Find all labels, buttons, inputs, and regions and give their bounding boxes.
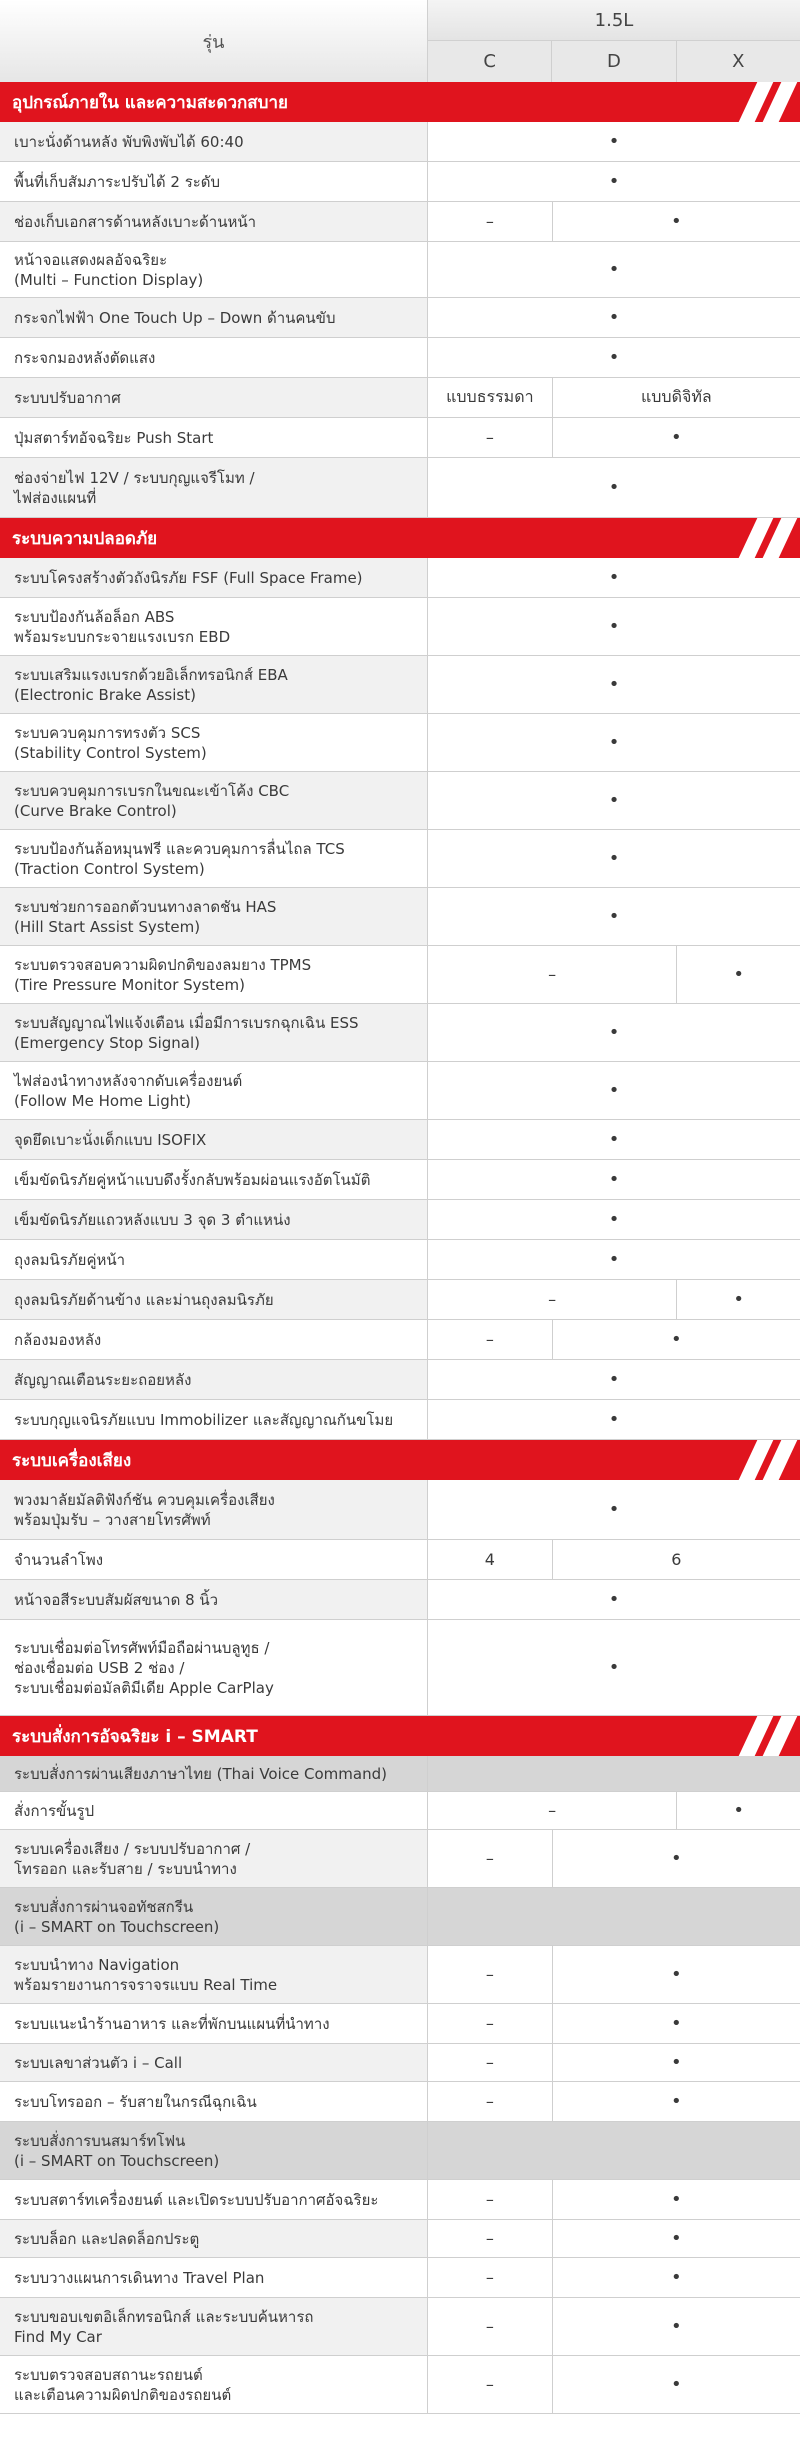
available-dot: • xyxy=(552,2044,800,2081)
feature-label: ระบบตรวจสอบสถานะรถยนต์ และเตือนความผิดปกติของรถยนต์ xyxy=(0,2356,427,2413)
available-dot: • xyxy=(608,567,620,588)
spec-value: แบบธรรมดา xyxy=(446,387,534,406)
section-header xyxy=(0,518,800,558)
grade-cells xyxy=(427,1320,800,1359)
grade-cells xyxy=(427,1280,800,1319)
available-dot: • xyxy=(608,732,620,753)
table-row xyxy=(0,242,800,298)
table-row xyxy=(0,1830,800,1888)
available-dot: • xyxy=(552,2082,800,2121)
table-row xyxy=(0,1004,800,1062)
grade-cells xyxy=(427,1400,800,1439)
not-available-dash: – xyxy=(485,2014,494,2033)
feature-label: เข็มขัดนิรภัยแถวหลังแบบ 3 จุด 3 ตำแหน่ง xyxy=(0,1200,427,1239)
engine-grades xyxy=(427,0,800,82)
table-row xyxy=(0,338,800,378)
available-dot: • xyxy=(608,1169,620,1190)
grade-cells xyxy=(427,2082,800,2121)
table-row xyxy=(0,830,800,888)
table-row xyxy=(0,1540,800,1580)
not-available-dash: – xyxy=(485,2092,494,2111)
not-available-dash: – xyxy=(485,428,494,447)
grade-d: D xyxy=(551,41,675,82)
grade-cells xyxy=(427,298,800,337)
available-dot: • xyxy=(608,1409,620,1430)
grade-cells xyxy=(427,1888,800,1945)
spec-value: 6 xyxy=(552,1540,800,1579)
grade-cells xyxy=(427,1580,800,1619)
available-dot: • xyxy=(552,2298,800,2355)
table-row xyxy=(0,2180,800,2220)
grade-cells xyxy=(427,378,800,417)
grade-cells xyxy=(427,2298,800,2355)
feature-label: ช่องเก็บเอกสารด้านหลังเบาะด้านหน้า xyxy=(0,202,427,241)
available-dot: • xyxy=(676,946,800,1003)
available-dot: • xyxy=(608,347,620,368)
table-row xyxy=(0,1320,800,1360)
grade-x: X xyxy=(676,41,800,82)
table-row xyxy=(0,202,800,242)
table-row xyxy=(0,558,800,598)
not-available-dash: – xyxy=(485,1330,494,1349)
available-dot: • xyxy=(608,848,620,869)
table-row xyxy=(0,2082,800,2122)
feature-label: ระบบโครงสร้างตัวถังนิรภัย FSF (Full Space Frame) xyxy=(0,558,427,597)
feature-label: ระบบกุญแจนิรภัยแบบ Immobilizer และสัญญาณกันขโมย xyxy=(0,1400,427,1439)
table-row xyxy=(0,2298,800,2356)
feature-label: กล้องมองหลัง xyxy=(0,1320,427,1359)
feature-label: จุดยึดเบาะนั่งเด็กแบบ ISOFIX xyxy=(0,1120,427,1159)
feature-label: ระบบนำทาง Navigation พร้อมรายงานการจราจรแบบ Real Time xyxy=(0,1946,427,2003)
table-row xyxy=(0,1946,800,2004)
feature-label: ระบบขอบเขตอิเล็กทรอนิกส์ และระบบค้นหารถ Find My Car xyxy=(0,2298,427,2355)
feature-label: ระบบเครื่องเสียง / ระบบปรับอากาศ / โทรออก และรับสาย / ระบบนำทาง xyxy=(0,1830,427,1887)
table-row xyxy=(0,1120,800,1160)
available-dot: • xyxy=(552,2004,800,2043)
feature-label: ถุงลมนิรภัยด้านข้าง และม่านถุงลมนิรภัย xyxy=(0,1280,427,1319)
available-dot: • xyxy=(552,1830,800,1887)
feature-label: ระบบป้องกันล้อหมุนฟรี และควบคุมการลื่นไถล TCS (Traction Control System) xyxy=(0,830,427,887)
available-dot: • xyxy=(608,131,620,152)
feature-label: ระบบปรับอากาศ xyxy=(0,378,427,417)
feature-label: ระบบแนะนำร้านอาหาร และที่พักบนแผนที่นำทาง xyxy=(0,2004,427,2043)
available-dot: • xyxy=(608,171,620,192)
feature-label: ไฟส่องนำทางหลังจากดับเครื่องยนต์ (Follow Me Home Light) xyxy=(0,1062,427,1119)
grade-cells xyxy=(427,2220,800,2257)
grade-cells xyxy=(427,1540,800,1579)
available-dot: • xyxy=(608,906,620,927)
available-dot: • xyxy=(552,418,800,457)
grade-cells xyxy=(427,338,800,377)
grade-cells xyxy=(427,558,800,597)
not-available-dash: – xyxy=(485,2268,494,2287)
available-dot: • xyxy=(608,1129,620,1150)
available-dot: • xyxy=(552,2258,800,2297)
grade-row xyxy=(428,41,800,82)
table-row xyxy=(0,1620,800,1716)
table-header xyxy=(0,0,800,82)
grade-cells xyxy=(427,1830,800,1887)
available-dot: • xyxy=(608,790,620,811)
table-row xyxy=(0,1888,800,1946)
feature-label: ระบบสตาร์ทเครื่องยนต์ และเปิดระบบปรับอากาศอัจฉริยะ xyxy=(0,2180,427,2219)
grade-cells xyxy=(427,1240,800,1279)
feature-label: ระบบสั่งการผ่านจอทัชสกรีน (i – SMART on Touchscreen) xyxy=(0,1888,427,1945)
available-dot: • xyxy=(608,477,620,498)
feature-label: สัญญาณเตือนระยะถอยหลัง xyxy=(0,1360,427,1399)
feature-label: ระบบตรวจสอบความผิดปกติของลมยาง TPMS (Tire Pressure Monitor System) xyxy=(0,946,427,1003)
available-dot: • xyxy=(608,307,620,328)
feature-label: ช่องจ่ายไฟ 12V / ระบบกุญแจรีโมท / ไฟส่องแผนที่ xyxy=(0,458,427,517)
table-row xyxy=(0,888,800,946)
table-row xyxy=(0,772,800,830)
feature-label: ระบบสั่งการผ่านเสียงภาษาไทย (Thai Voice Command) xyxy=(0,1756,427,1791)
available-dot: • xyxy=(676,1280,800,1319)
not-available-dash: – xyxy=(485,1965,494,1984)
feature-label: ระบบเชื่อมต่อโทรศัพท์มือถือผ่านบลูทูธ / ช่องเชื่อมต่อ USB 2 ช่อง / ระบบเชื่อมต่อมัลติมีเดีย Apple CarPlay xyxy=(0,1620,427,1715)
feature-label: กระจกมองหลังตัดแสง xyxy=(0,338,427,377)
grade-cells xyxy=(427,458,800,517)
spec-value: 4 xyxy=(484,1550,495,1569)
grade-cells xyxy=(427,2004,800,2043)
available-dot: • xyxy=(552,1946,800,2003)
grade-cells xyxy=(427,656,800,713)
table-row xyxy=(0,2258,800,2298)
table-row xyxy=(0,2220,800,2258)
grade-cells xyxy=(427,946,800,1003)
feature-label: ระบบป้องกันล้อล็อก ABS พร้อมระบบกระจายแรงเบรก EBD xyxy=(0,598,427,655)
table-row xyxy=(0,946,800,1004)
table-row xyxy=(0,162,800,202)
engine-label: 1.5L xyxy=(428,0,800,41)
grade-cells xyxy=(427,1360,800,1399)
table-row xyxy=(0,458,800,518)
feature-label: เข็มขัดนิรภัยคู่หน้าแบบดึงรั้งกลับพร้อมผ่อนแรงอัตโนมัติ xyxy=(0,1160,427,1199)
grade-cells xyxy=(427,598,800,655)
feature-label: ระบบควบคุมการเบรกในขณะเข้าโค้ง CBC (Curve Brake Control) xyxy=(0,772,427,829)
grade-c: C xyxy=(483,51,496,72)
available-dot: • xyxy=(676,1792,800,1829)
table-row xyxy=(0,1160,800,1200)
table-row xyxy=(0,714,800,772)
grade-cells xyxy=(427,1062,800,1119)
table-row xyxy=(0,1480,800,1540)
feature-label: จำนวนลำโพง xyxy=(0,1540,427,1579)
table-row xyxy=(0,1360,800,1400)
feature-label: ระบบวางแผนการเดินทาง Travel Plan xyxy=(0,2258,427,2297)
grade-cells xyxy=(427,1620,800,1715)
table-row xyxy=(0,1792,800,1830)
section-header xyxy=(0,82,800,122)
model-label: รุ่น xyxy=(0,0,427,82)
section-header xyxy=(0,1716,800,1756)
available-dot: • xyxy=(608,1657,620,1678)
grade-cells xyxy=(427,714,800,771)
feature-label: ระบบสั่งการบนสมาร์ทโฟน (i – SMART on Touchscreen) xyxy=(0,2122,427,2179)
table-row xyxy=(0,122,800,162)
grade-cells xyxy=(427,418,800,457)
table-row xyxy=(0,2122,800,2180)
feature-label: พื้นที่เก็บสัมภาระปรับได้ 2 ระดับ xyxy=(0,162,427,201)
not-available-dash: – xyxy=(548,965,557,984)
table-row xyxy=(0,1756,800,1792)
table-row xyxy=(0,1280,800,1320)
table-row xyxy=(0,2356,800,2414)
grade-cells xyxy=(427,242,800,297)
available-dot: • xyxy=(608,1022,620,1043)
grade-cells xyxy=(427,202,800,241)
not-available-dash: – xyxy=(485,1849,494,1868)
grade-cells xyxy=(427,1946,800,2003)
grade-cells xyxy=(427,2044,800,2081)
grade-cells xyxy=(427,772,800,829)
grade-cells xyxy=(427,1480,800,1539)
section-title: ระบบเครื่องเสียง xyxy=(12,1450,132,1471)
grade-cells xyxy=(427,2258,800,2297)
table-row xyxy=(0,2044,800,2082)
grade-cells xyxy=(427,2122,800,2179)
grade-cells xyxy=(427,2180,800,2219)
table-row xyxy=(0,656,800,714)
grade-cells xyxy=(427,122,800,161)
feature-label: ระบบโทรออก – รับสายในกรณีฉุกเฉิน xyxy=(0,2082,427,2121)
not-available-dash: – xyxy=(485,212,494,231)
available-dot: • xyxy=(552,1320,800,1359)
available-dot: • xyxy=(608,259,620,280)
spec-value: แบบดิจิทัล xyxy=(552,378,800,417)
grade-cells xyxy=(427,1756,800,1791)
not-available-dash: – xyxy=(485,2375,494,2394)
available-dot: • xyxy=(552,2220,800,2257)
section-header xyxy=(0,1440,800,1480)
table-row xyxy=(0,1580,800,1620)
feature-label: พวงมาลัยมัลติฟังก์ชัน ควบคุมเครื่องเสียง พร้อมปุ่มรับ – วางสายโทรศัพท์ xyxy=(0,1480,427,1539)
available-dot: • xyxy=(608,1209,620,1230)
available-dot: • xyxy=(608,616,620,637)
available-dot: • xyxy=(608,1589,620,1610)
not-available-dash: – xyxy=(485,2317,494,2336)
feature-label: ระบบเลขาส่วนตัว i – Call xyxy=(0,2044,427,2081)
table-row xyxy=(0,1240,800,1280)
section-title: ระบบความปลอดภัย xyxy=(12,528,158,549)
grade-cells xyxy=(427,1160,800,1199)
table-row xyxy=(0,2004,800,2044)
grade-cells xyxy=(427,1120,800,1159)
section-title: ระบบสั่งการอัจฉริยะ i – SMART xyxy=(12,1726,258,1747)
feature-label: กระจกไฟฟ้า One Touch Up – Down ด้านคนขับ xyxy=(0,298,427,337)
table-row xyxy=(0,1400,800,1440)
grade-cells xyxy=(427,888,800,945)
available-dot: • xyxy=(608,1499,620,1520)
available-dot: • xyxy=(552,2356,800,2413)
feature-label: หน้าจอสีระบบสัมผัสขนาด 8 นิ้ว xyxy=(0,1580,427,1619)
feature-label: ระบบสัญญาณไฟแจ้งเตือน เมื่อมีการเบรกฉุกเฉิน ESS (Emergency Stop Signal) xyxy=(0,1004,427,1061)
available-dot: • xyxy=(608,1080,620,1101)
available-dot: • xyxy=(608,1249,620,1270)
grade-cells xyxy=(427,2356,800,2413)
feature-label: หน้าจอแสดงผลอัจฉริยะ (Multi – Function Display) xyxy=(0,242,427,297)
grade-cells xyxy=(427,1004,800,1061)
grade-cells xyxy=(427,162,800,201)
table-row xyxy=(0,1200,800,1240)
feature-label: ระบบควบคุมการทรงตัว SCS (Stability Control System) xyxy=(0,714,427,771)
available-dot: • xyxy=(552,2180,800,2219)
feature-label: สั่งการขั้นรูป xyxy=(0,1792,427,1829)
feature-label: ระบบช่วยการออกตัวบนทางลาดชัน HAS (Hill Start Assist System) xyxy=(0,888,427,945)
table-row xyxy=(0,1062,800,1120)
feature-label: ถุงลมนิรภัยคู่หน้า xyxy=(0,1240,427,1279)
not-available-dash: – xyxy=(485,2190,494,2209)
table-row xyxy=(0,418,800,458)
not-available-dash: – xyxy=(548,1290,557,1309)
feature-label: ปุ่มสตาร์ทอัจฉริยะ Push Start xyxy=(0,418,427,457)
available-dot: • xyxy=(608,1369,620,1390)
section-title: อุปกรณ์ภายใน และความสะดวกสบาย xyxy=(12,92,288,113)
table-row xyxy=(0,598,800,656)
not-available-dash: – xyxy=(485,2229,494,2248)
not-available-dash: – xyxy=(485,2053,494,2072)
table-row xyxy=(0,298,800,338)
grade-cells xyxy=(427,1200,800,1239)
feature-label: ระบบเสริมแรงเบรกด้วยอิเล็กทรอนิกส์ EBA (Electronic Brake Assist) xyxy=(0,656,427,713)
not-available-dash: – xyxy=(548,1801,557,1820)
grade-cells xyxy=(427,1792,800,1829)
table-row xyxy=(0,378,800,418)
available-dot: • xyxy=(552,202,800,241)
feature-label: ระบบล็อก และปลดล็อกประตู xyxy=(0,2220,427,2257)
table-body xyxy=(0,82,800,2414)
grade-cells xyxy=(427,830,800,887)
available-dot: • xyxy=(608,674,620,695)
feature-label: เบาะนั่งด้านหลัง พับพิงพับได้ 60:40 xyxy=(0,122,427,161)
